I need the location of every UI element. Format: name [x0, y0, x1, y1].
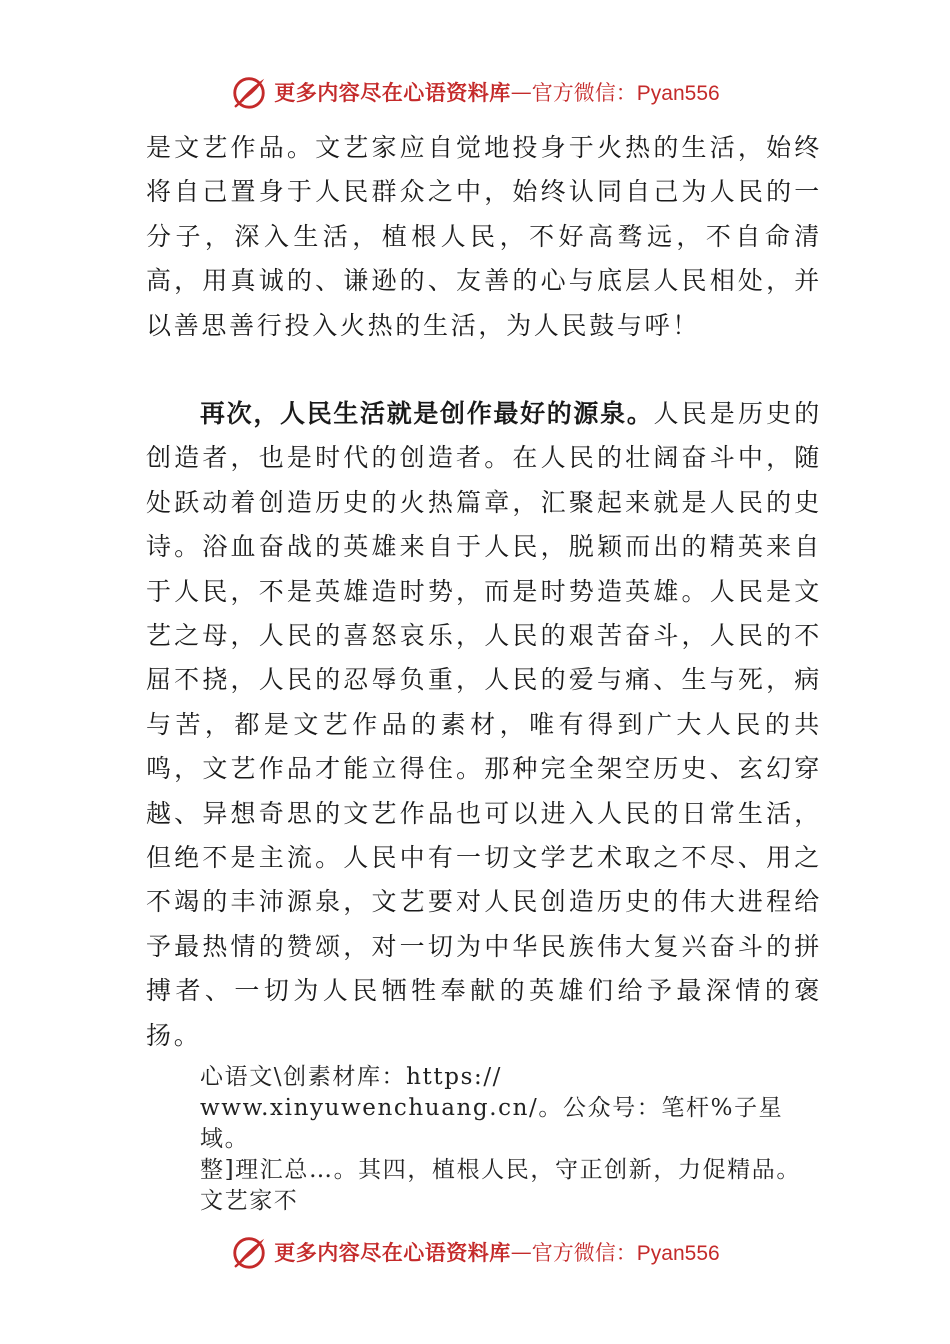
excerpt-line: www.xinyuwenchuang.cn/。公众号：笔杆%子星域。 — [200, 1095, 784, 1152]
banner-text: 更多内容尽在心语资料库 — [274, 80, 511, 105]
footer-banner — [0, 1228, 950, 1276]
feather-pen-logo-icon — [230, 73, 268, 111]
excerpt-line: 心语文\创素材库：https:// — [200, 1064, 503, 1090]
feather-pen-logo-icon — [230, 1233, 268, 1271]
banner-separator: — — [510, 80, 532, 104]
excerpt-line: 整]理汇总…。其四，植根人民，守正创新，力促精品。文艺家不 — [200, 1157, 801, 1214]
banner-text: 更多内容尽在心语资料库 — [274, 1240, 511, 1265]
body-paragraph-2 — [146, 392, 822, 1058]
paragraph-lead-sentence: 再次，人民生活就是创作最好的源泉。 — [200, 399, 654, 428]
banner-separator: — — [510, 1240, 532, 1264]
header-banner — [0, 68, 950, 116]
banner-contact: 官方微信：Pyan556 — [531, 82, 720, 105]
paragraph-body-text: 人民是历史的创造者，也是时代的创造者。在人民的壮阔奋斗中，随处跃动着创造历史的火热篇章，汇聚起来就是人民的史诗。浴血奋战的英雄来自于人民，脱颖而出的精英来自于人民，不是英雄造时势，而是时势造英雄。人民是文艺之母，人民的喜怒哀乐，人民的艰苦奋斗，人民的不屈不挠，人民的忍辱负重，人民的爱与痛、生与死，病与苦，都是文艺作品的素材，唯有得到广大人民的共鸣，文艺作品才能立得住。那种完全架空历史、玄幻穿越、异想奇思的文艺作品也可以进入人民的日常生活，但绝不是主流。人民中有一切文学艺术取之不尽、用之不竭的丰沛源泉，文艺要对人民创造历史的伟大进程给予最热情的赞颂，对一切为中华民族伟大复兴奋斗的拼搏者、一切为人民牺牲奉献的英雄们给予最深情的褒扬。 — [146, 399, 822, 1050]
source-excerpt — [200, 1062, 820, 1217]
banner-contact: 官方微信：Pyan556 — [531, 1242, 720, 1265]
body-paragraph-1: 是文艺作品。文艺家应自觉地投身于火热的生活，始终将自己置身于人民群众之中，始终认同自己为人民的一分子，深入生活，植根人民，不好高骛远，不自命清高，用真诚的、谦逊的、友善的心与底层人民相处，并以善思善行投入火热的生活，为人民鼓与呼！ — [146, 133, 822, 340]
